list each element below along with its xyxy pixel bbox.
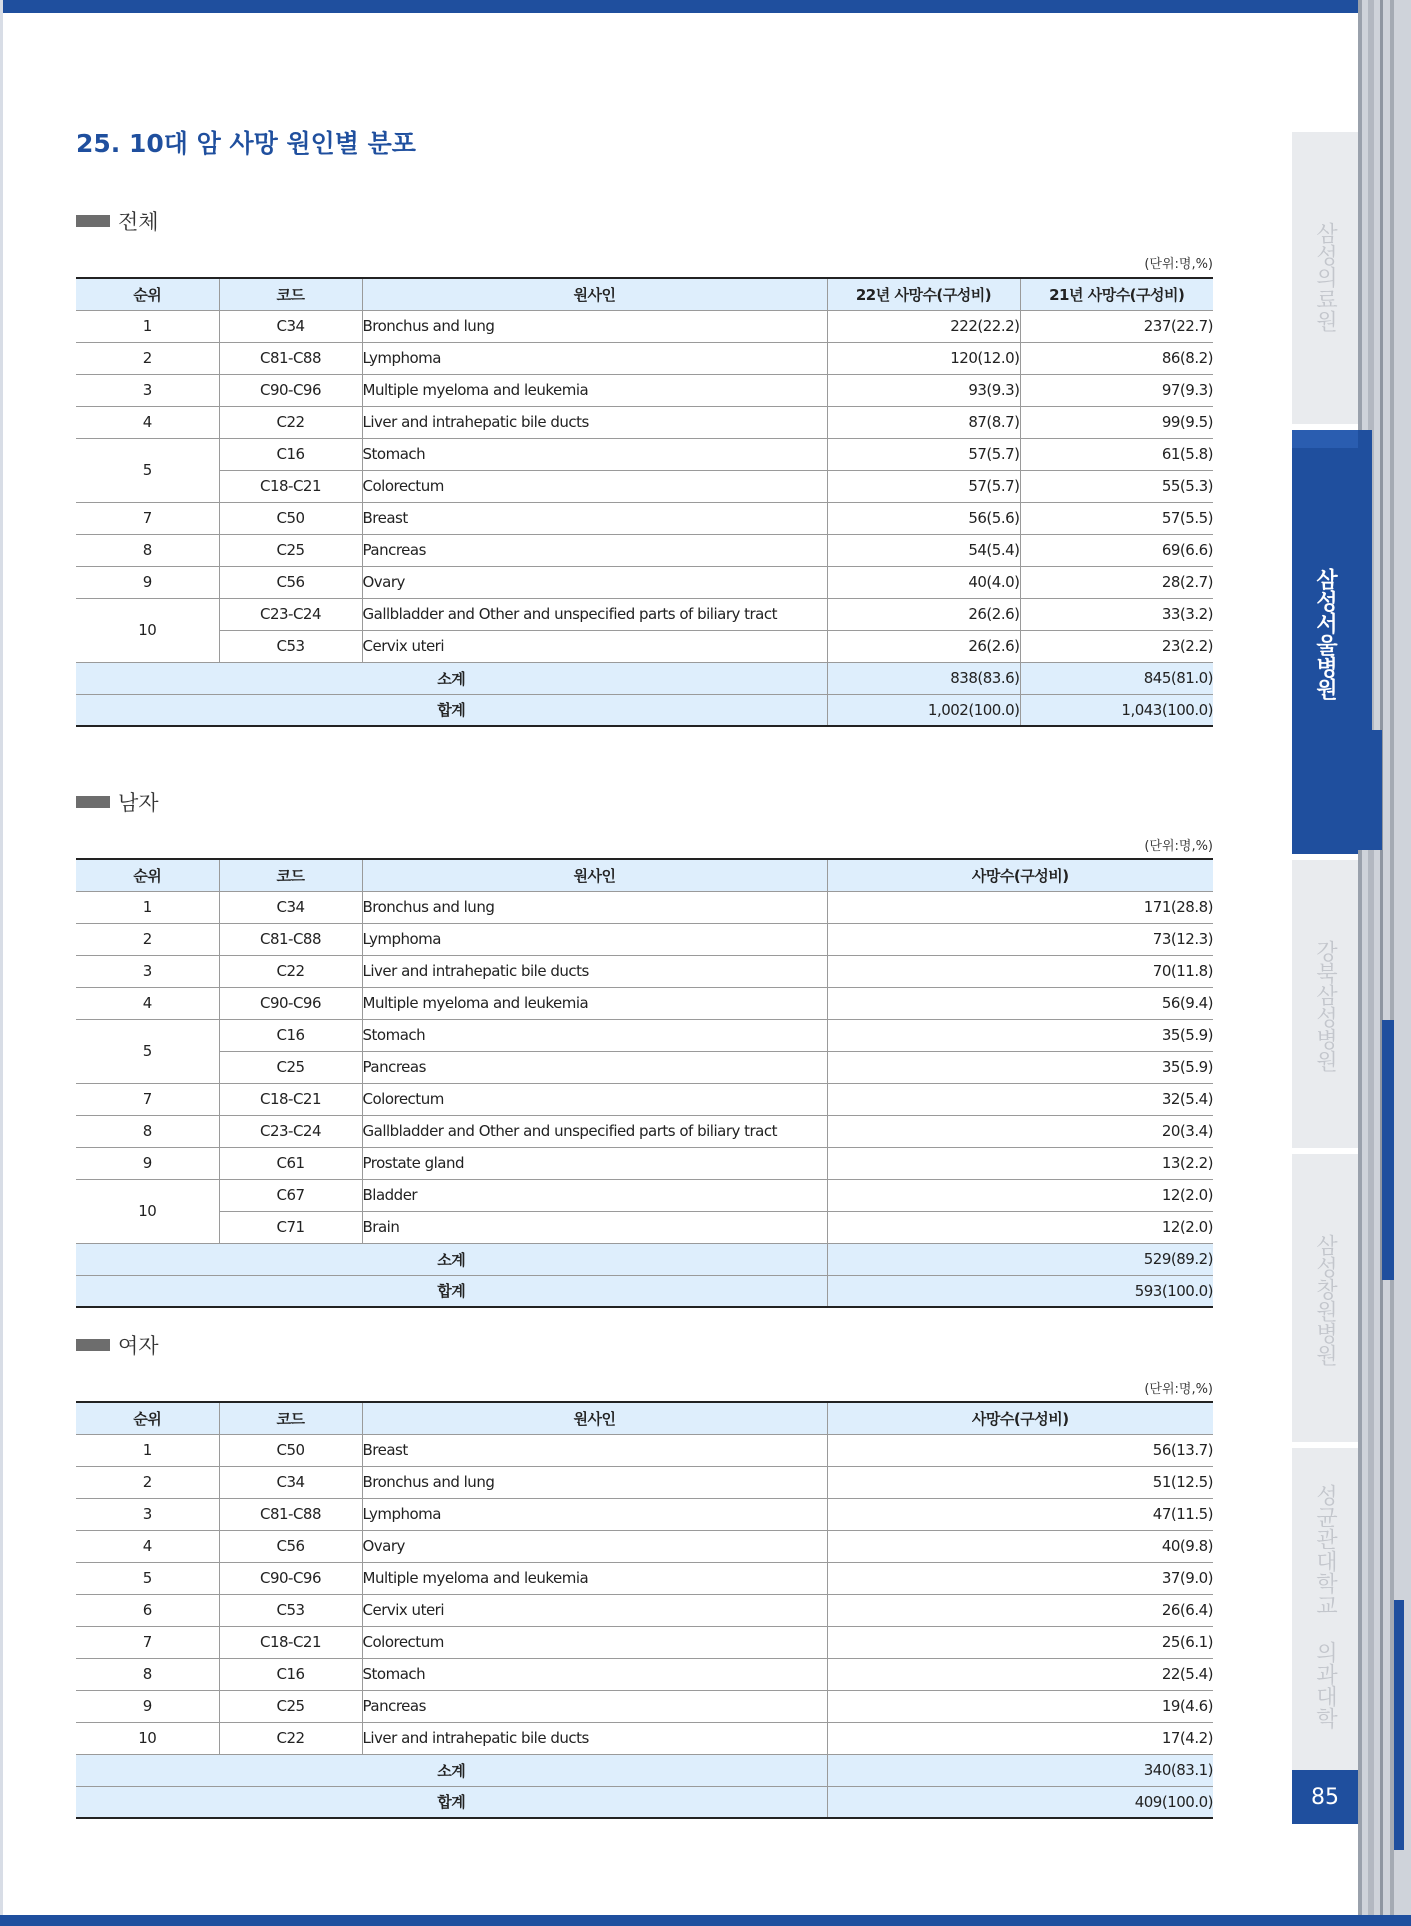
subtotal-2021: 845(81.0) (1020, 662, 1213, 694)
code-cell: C81-C88 (219, 1498, 362, 1530)
value-cell: 12(2.0) (827, 1179, 1213, 1211)
value-cell: 25(6.1) (827, 1626, 1213, 1658)
table-row (76, 374, 1213, 406)
value-2022-cell: 54(5.4) (827, 534, 1020, 566)
value-cell: 37(9.0) (827, 1562, 1213, 1594)
page-left-edge (0, 0, 3, 1926)
subtotal-value: 340(83.1) (827, 1754, 1213, 1786)
rank-cell: 4 (76, 987, 219, 1019)
code-cell: C50 (219, 502, 362, 534)
rank-cell: 10 (76, 1722, 219, 1754)
rank-cell: 3 (76, 374, 219, 406)
table-male (76, 858, 1213, 1308)
header-rank: 순위 (76, 278, 219, 310)
value-2021-cell: 23(2.2) (1020, 630, 1213, 662)
table-row (76, 598, 1213, 630)
rank-cell: 4 (76, 406, 219, 438)
total-2022: 1,002(100.0) (827, 694, 1020, 726)
cause-cell: Pancreas (362, 1051, 827, 1083)
code-cell: C81-C88 (219, 923, 362, 955)
code-cell: C22 (219, 955, 362, 987)
table-row (76, 987, 1213, 1019)
total-label: 합계 (76, 1275, 827, 1307)
code-cell: C22 (219, 1722, 362, 1754)
rank-cell: 8 (76, 1115, 219, 1147)
code-cell: C34 (219, 310, 362, 342)
side-tab-kangbuk-hospital[interactable]: 강북삼성병원 (1292, 860, 1358, 1148)
cause-cell: Breast (362, 1434, 827, 1466)
value-2021-cell: 55(5.3) (1020, 470, 1213, 502)
rank-cell: 1 (76, 891, 219, 923)
table-row (76, 1562, 1213, 1594)
value-2021-cell: 86(8.2) (1020, 342, 1213, 374)
header-cause: 원사인 (362, 278, 827, 310)
total-value: 409(100.0) (827, 1786, 1213, 1818)
code-cell: C18-C21 (219, 1083, 362, 1115)
subtotal-row (76, 662, 1213, 694)
code-cell: C56 (219, 1530, 362, 1562)
value-cell: 13(2.2) (827, 1147, 1213, 1179)
code-cell: C34 (219, 1466, 362, 1498)
table-row (76, 1051, 1213, 1083)
rank-cell: 4 (76, 1530, 219, 1562)
code-cell: C16 (219, 438, 362, 470)
side-tab-changwon-hospital[interactable]: 삼성창원병원 (1292, 1154, 1358, 1442)
cause-cell: Colorectum (362, 1083, 827, 1115)
total-value: 593(100.0) (827, 1275, 1213, 1307)
table-row (76, 1083, 1213, 1115)
rank-cell: 1 (76, 310, 219, 342)
unit-label: (단위:명,%) (1144, 1382, 1213, 1397)
value-cell: 35(5.9) (827, 1051, 1213, 1083)
rank-cell: 9 (76, 1690, 219, 1722)
table-row (76, 1434, 1213, 1466)
code-cell: C56 (219, 566, 362, 598)
header-code: 코드 (219, 1402, 362, 1434)
value-cell: 12(2.0) (827, 1211, 1213, 1243)
value-cell: 20(3.4) (827, 1115, 1213, 1147)
code-cell: C50 (219, 1434, 362, 1466)
table-row (76, 1179, 1213, 1211)
table-row (76, 923, 1213, 955)
cause-cell: Gallbladder and Other and unspecified parts of biliary tract (362, 1115, 827, 1147)
side-tab-skku-medicine[interactable]: 성균관대학교 의과대학 (1292, 1448, 1358, 1770)
cause-cell: Colorectum (362, 470, 827, 502)
header-2022-deaths: 22년 사망수(구성비) (827, 278, 1020, 310)
cause-cell: Stomach (362, 1658, 827, 1690)
cause-cell: Cervix uteri (362, 630, 827, 662)
value-cell: 17(4.2) (827, 1722, 1213, 1754)
code-cell: C34 (219, 891, 362, 923)
table-row (76, 534, 1213, 566)
header-rank: 순위 (76, 1402, 219, 1434)
table-row (76, 1690, 1213, 1722)
rank-cell: 2 (76, 1466, 219, 1498)
subtotal-row (76, 1243, 1213, 1275)
value-2021-cell: 97(9.3) (1020, 374, 1213, 406)
value-cell: 26(6.4) (827, 1594, 1213, 1626)
code-cell: C90-C96 (219, 1562, 362, 1594)
value-cell: 171(28.8) (827, 891, 1213, 923)
code-cell: C25 (219, 534, 362, 566)
code-cell: C90-C96 (219, 987, 362, 1019)
cause-cell: Bladder (362, 1179, 827, 1211)
header-code: 코드 (219, 859, 362, 891)
value-cell: 47(11.5) (827, 1498, 1213, 1530)
value-cell: 56(9.4) (827, 987, 1213, 1019)
cause-cell: Stomach (362, 1019, 827, 1051)
rank-cell: 10 (76, 1179, 219, 1243)
value-2022-cell: 120(12.0) (827, 342, 1020, 374)
cause-cell: Liver and intrahepatic bile ducts (362, 406, 827, 438)
code-cell: C18-C21 (219, 1626, 362, 1658)
value-cell: 51(12.5) (827, 1466, 1213, 1498)
book-page-edge (1358, 0, 1411, 1926)
code-cell: C71 (219, 1211, 362, 1243)
cause-cell: Liver and intrahepatic bile ducts (362, 955, 827, 987)
subtotal-2022: 838(83.6) (827, 662, 1020, 694)
rank-cell: 3 (76, 955, 219, 987)
table-row (76, 1498, 1213, 1530)
code-cell: C23-C24 (219, 598, 362, 630)
rank-cell: 10 (76, 598, 219, 662)
total-label: 합계 (76, 694, 827, 726)
total-row (76, 1786, 1213, 1818)
value-2021-cell: 61(5.8) (1020, 438, 1213, 470)
value-cell: 22(5.4) (827, 1658, 1213, 1690)
value-cell: 73(12.3) (827, 923, 1213, 955)
subtotal-label: 소계 (76, 662, 827, 694)
section-marker-icon (76, 215, 110, 227)
rank-cell: 3 (76, 1498, 219, 1530)
value-2021-cell: 69(6.6) (1020, 534, 1213, 566)
side-tab-medical-center[interactable]: 삼성의료원 (1292, 132, 1358, 424)
table-row (76, 1530, 1213, 1562)
side-navigation-tabs (1292, 132, 1358, 1770)
cause-cell: Bronchus and lung (362, 1466, 827, 1498)
unit-label: (단위:명,%) (1144, 257, 1213, 272)
table-row (76, 310, 1213, 342)
code-cell: C25 (219, 1051, 362, 1083)
code-cell: C23-C24 (219, 1115, 362, 1147)
table-row (76, 342, 1213, 374)
header-code: 코드 (219, 278, 362, 310)
code-cell: C16 (219, 1658, 362, 1690)
unit-label: (단위:명,%) (1144, 839, 1213, 854)
rank-cell: 7 (76, 502, 219, 534)
side-tab-seoul-hospital[interactable]: 삼성서울병원 (1292, 430, 1358, 854)
total-label: 합계 (76, 1786, 827, 1818)
code-cell: C16 (219, 1019, 362, 1051)
section-heading-total: 전체 (76, 206, 159, 236)
value-cell: 19(4.6) (827, 1690, 1213, 1722)
table-row (76, 955, 1213, 987)
value-2022-cell: 222(22.2) (827, 310, 1020, 342)
rank-cell: 9 (76, 566, 219, 598)
section-marker-icon (76, 796, 110, 808)
cause-cell: Bronchus and lung (362, 891, 827, 923)
table-row (76, 1019, 1213, 1051)
table-row (76, 1466, 1213, 1498)
subtotal-label: 소계 (76, 1754, 827, 1786)
table-row (76, 1115, 1213, 1147)
cause-cell: Multiple myeloma and leukemia (362, 374, 827, 406)
cause-cell: Lymphoma (362, 923, 827, 955)
cause-cell: Multiple myeloma and leukemia (362, 987, 827, 1019)
table-header-row (76, 1402, 1213, 1434)
cause-cell: Multiple myeloma and leukemia (362, 1562, 827, 1594)
total-2021: 1,043(100.0) (1020, 694, 1213, 726)
value-2021-cell: 28(2.7) (1020, 566, 1213, 598)
rank-cell: 1 (76, 1434, 219, 1466)
page-title: 25. 10대 암 사망 원인별 분포 (76, 129, 416, 158)
header-deaths: 사망수(구성비) (827, 1402, 1213, 1434)
subtotal-label: 소계 (76, 1243, 827, 1275)
rank-cell: 5 (76, 1562, 219, 1594)
value-cell: 40(9.8) (827, 1530, 1213, 1562)
table-row (76, 438, 1213, 470)
top-accent-bar (0, 0, 1360, 13)
value-2022-cell: 56(5.6) (827, 502, 1020, 534)
value-2022-cell: 26(2.6) (827, 630, 1020, 662)
section-marker-icon (76, 1339, 110, 1351)
header-cause: 원사인 (362, 1402, 827, 1434)
rank-cell: 6 (76, 1594, 219, 1626)
table-row (76, 630, 1213, 662)
cause-cell: Cervix uteri (362, 1594, 827, 1626)
cause-cell: Lymphoma (362, 1498, 827, 1530)
section-heading-female: 여자 (76, 1330, 159, 1360)
value-2021-cell: 99(9.5) (1020, 406, 1213, 438)
table-female (76, 1401, 1213, 1819)
header-deaths: 사망수(구성비) (827, 859, 1213, 891)
value-cell: 32(5.4) (827, 1083, 1213, 1115)
section-heading-male: 남자 (76, 787, 159, 817)
header-rank: 순위 (76, 859, 219, 891)
code-cell: C81-C88 (219, 342, 362, 374)
code-cell: C90-C96 (219, 374, 362, 406)
value-2021-cell: 33(3.2) (1020, 598, 1213, 630)
rank-cell: 8 (76, 534, 219, 566)
rank-cell: 5 (76, 438, 219, 502)
value-2021-cell: 57(5.5) (1020, 502, 1213, 534)
rank-cell: 7 (76, 1083, 219, 1115)
total-row (76, 1275, 1213, 1307)
value-2022-cell: 57(5.7) (827, 470, 1020, 502)
value-2021-cell: 237(22.7) (1020, 310, 1213, 342)
total-row (76, 694, 1213, 726)
cause-cell: Breast (362, 502, 827, 534)
rank-cell: 2 (76, 342, 219, 374)
rank-cell: 5 (76, 1019, 219, 1083)
cause-cell: Pancreas (362, 1690, 827, 1722)
cause-cell: Colorectum (362, 1626, 827, 1658)
value-2022-cell: 26(2.6) (827, 598, 1020, 630)
code-cell: C53 (219, 630, 362, 662)
cause-cell: Ovary (362, 1530, 827, 1562)
code-cell: C18-C21 (219, 470, 362, 502)
cause-cell: Pancreas (362, 534, 827, 566)
value-2022-cell: 93(9.3) (827, 374, 1020, 406)
value-cell: 56(13.7) (827, 1434, 1213, 1466)
table-row (76, 502, 1213, 534)
cause-cell: Stomach (362, 438, 827, 470)
page-number: 85 (1292, 1770, 1358, 1824)
table-total (76, 277, 1213, 727)
cause-cell: Bronchus and lung (362, 310, 827, 342)
code-cell: C61 (219, 1147, 362, 1179)
value-cell: 35(5.9) (827, 1019, 1213, 1051)
code-cell: C22 (219, 406, 362, 438)
subtotal-value: 529(89.2) (827, 1243, 1213, 1275)
table-row (76, 406, 1213, 438)
table-row (76, 1626, 1213, 1658)
cause-cell: Brain (362, 1211, 827, 1243)
cause-cell: Ovary (362, 566, 827, 598)
cause-cell: Lymphoma (362, 342, 827, 374)
cause-cell: Liver and intrahepatic bile ducts (362, 1722, 827, 1754)
header-2021-deaths: 21년 사망수(구성비) (1020, 278, 1213, 310)
table-header-row (76, 278, 1213, 310)
value-2022-cell: 40(4.0) (827, 566, 1020, 598)
rank-cell: 8 (76, 1658, 219, 1690)
table-header-row (76, 859, 1213, 891)
value-2022-cell: 87(8.7) (827, 406, 1020, 438)
rank-cell: 9 (76, 1147, 219, 1179)
subtotal-row (76, 1754, 1213, 1786)
header-cause: 원사인 (362, 859, 827, 891)
table-row (76, 891, 1213, 923)
table-row (76, 470, 1213, 502)
table-row (76, 1147, 1213, 1179)
value-2022-cell: 57(5.7) (827, 438, 1020, 470)
table-row (76, 566, 1213, 598)
rank-cell: 7 (76, 1626, 219, 1658)
code-cell: C25 (219, 1690, 362, 1722)
code-cell: C67 (219, 1179, 362, 1211)
table-row (76, 1594, 1213, 1626)
cause-cell: Gallbladder and Other and unspecified parts of biliary tract (362, 598, 827, 630)
rank-cell: 2 (76, 923, 219, 955)
code-cell: C53 (219, 1594, 362, 1626)
table-row (76, 1211, 1213, 1243)
table-row (76, 1722, 1213, 1754)
value-cell: 70(11.8) (827, 955, 1213, 987)
bottom-accent-bar (0, 1915, 1411, 1926)
cause-cell: Prostate gland (362, 1147, 827, 1179)
table-row (76, 1658, 1213, 1690)
